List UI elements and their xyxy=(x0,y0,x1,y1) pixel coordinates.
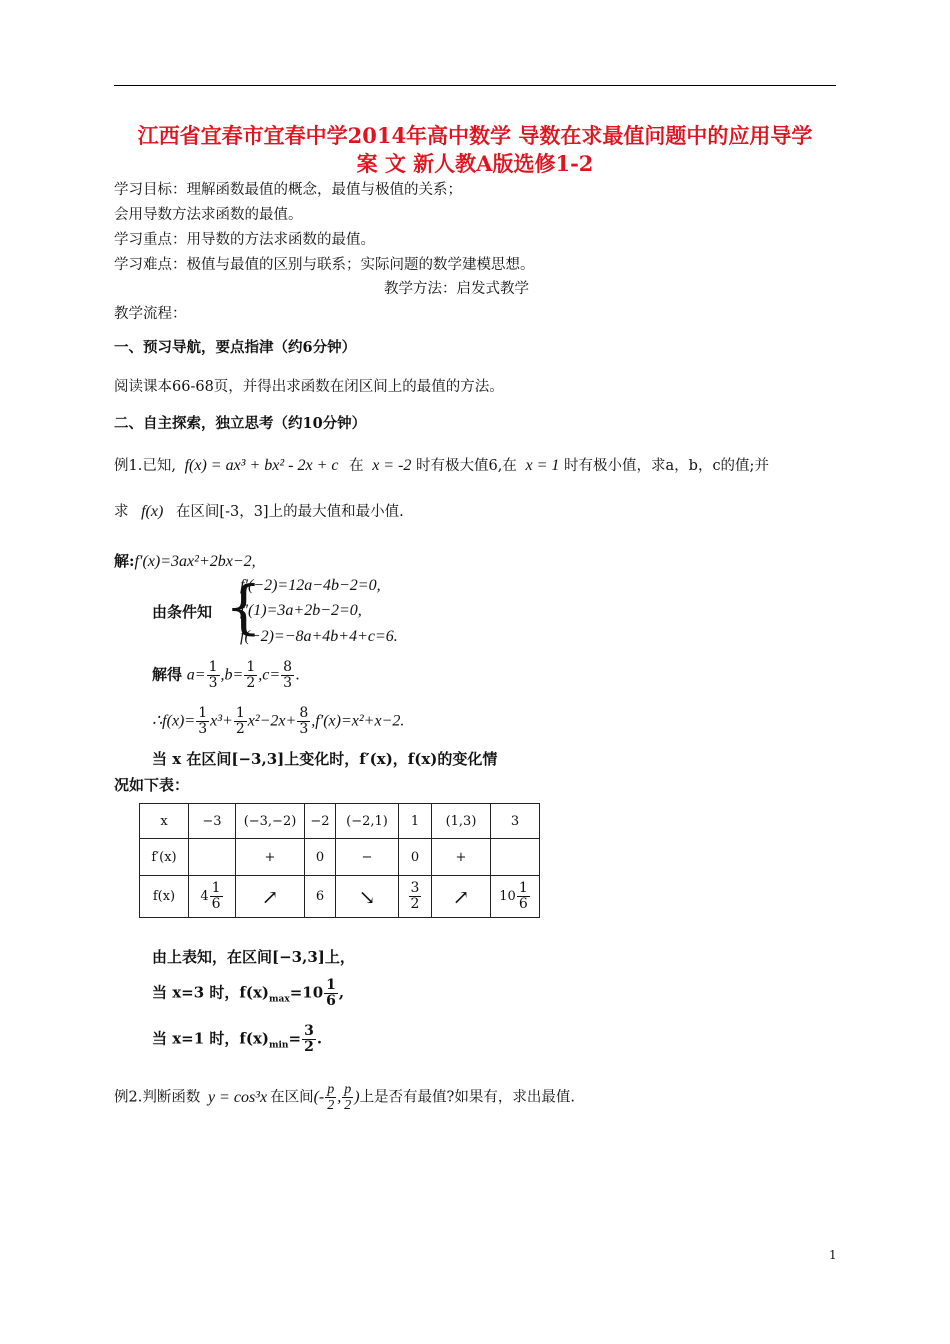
t1-den: 3 xyxy=(198,721,208,737)
section1-heading: 一、预习导航，要点指津（约6分钟） xyxy=(114,339,357,356)
ex2-mid: 在区间 xyxy=(270,1089,314,1106)
ex2-frac2-den: 2 xyxy=(344,1098,352,1113)
t2-den: 2 xyxy=(235,721,245,737)
concl2-frac xyxy=(324,978,338,1009)
variation-table xyxy=(139,803,540,918)
solution-line1 xyxy=(114,550,256,571)
concl3-frac xyxy=(302,1024,316,1055)
cell-int: 4 xyxy=(200,889,209,904)
ex1-mid: 时有极大值6,在 xyxy=(416,458,517,474)
cell-frac-num: 3 xyxy=(410,880,420,896)
table-cell: − xyxy=(336,839,399,876)
ex1-prefix: 例1.已知, xyxy=(114,458,176,474)
table-cell: −3 xyxy=(189,804,236,839)
t3-frac xyxy=(297,706,310,737)
solution-label: 解: xyxy=(114,552,135,570)
table-cell: ↘ xyxy=(336,876,399,918)
therefore-expr: ∴f(x)= xyxy=(152,712,196,730)
document-title xyxy=(100,122,850,178)
header-rule xyxy=(114,85,836,86)
t3-den: 3 xyxy=(299,721,309,737)
table-intro-2: 况如下表： xyxy=(114,776,190,794)
solve-label: 解得 xyxy=(152,665,183,684)
b-frac xyxy=(244,660,257,691)
table-intro-1: 当 x 在区间[−3,3]上变化时，f′(x)，f(x)的变化情 xyxy=(152,750,498,768)
table-cell: 1 xyxy=(399,804,432,839)
title-line-2: 案 文 新人教A版选修1-2 xyxy=(356,151,594,176)
key-points: 学习重点：用导数的方法求函数的最值。 xyxy=(114,232,375,248)
example1-line1 xyxy=(114,456,769,476)
concl2-num: 1 xyxy=(326,977,336,993)
sys-eq-1-text: f′(−2)=12a−4b−2=0, xyxy=(240,577,381,594)
table-cell xyxy=(491,839,540,876)
system-brace: { xyxy=(225,573,262,641)
a-den: 3 xyxy=(208,675,218,691)
ex2-function: y = cos³x xyxy=(207,1088,268,1106)
ex1-suffix: 时有极小值，求a，b，c的值;并 xyxy=(564,458,769,474)
table-cell xyxy=(189,876,236,918)
ex2-open: (- xyxy=(313,1088,325,1106)
cell-int: 10 xyxy=(499,889,516,904)
concl2-sub: max xyxy=(268,994,290,1005)
b-den: 2 xyxy=(246,675,256,691)
ex1-function: f(x) = ax³ + bx² - 2x + c xyxy=(184,457,339,474)
teaching-flow: 教学流程： xyxy=(114,306,187,322)
page-number: 1 xyxy=(829,1248,837,1262)
table-cell xyxy=(399,876,432,918)
table-cell: ↗ xyxy=(236,876,305,918)
c-den: 3 xyxy=(283,675,293,691)
teaching-method: 教学方法：启发式教学 xyxy=(384,281,529,297)
example1-line2 xyxy=(114,502,404,522)
a-frac xyxy=(207,660,220,691)
section1-text: 阅读课本66-68页，并得出求函数在闭区间上的最值的方法。 xyxy=(114,379,504,395)
cell-frac xyxy=(517,881,530,912)
ex1-x1: x = -2 xyxy=(372,457,412,474)
b-eq: ,b= xyxy=(220,666,244,684)
sys-eq-3-text: f(−2)=−8a+4b+4+c=6. xyxy=(240,628,398,645)
table-row xyxy=(140,804,540,839)
concl3-num: 3 xyxy=(304,1023,314,1039)
table-row xyxy=(140,876,540,918)
difficulties: 学习难点：极值与最值的区别与联系；实际问题的数学建模思想。 xyxy=(114,257,535,273)
table-cell: x xyxy=(140,804,189,839)
cell-frac xyxy=(409,881,422,912)
ex2-frac1-den: 2 xyxy=(327,1098,335,1113)
table-cell xyxy=(189,839,236,876)
ex1-line2-prefix: 求 xyxy=(114,504,129,520)
function-line xyxy=(152,706,404,737)
ex1-x2: x = 1 xyxy=(525,457,560,474)
cell-frac-num: 1 xyxy=(518,880,528,896)
ex2-frac-2 xyxy=(342,1082,353,1113)
table-row xyxy=(140,839,540,876)
ex2-comma: , xyxy=(337,1088,342,1106)
system-eq-2 xyxy=(240,601,362,620)
derivative-expr: f′(x)=3ax²+2bx−2, xyxy=(134,553,256,570)
table-cell: f(x) xyxy=(140,876,189,918)
concl3-a: 当 x=1 时，f(x) xyxy=(152,1029,269,1048)
ex2-prefix: 例2.判断函数 xyxy=(114,1089,201,1106)
conclusion-3 xyxy=(152,1024,322,1055)
learning-objectives: 学习目标：理解函数最值的概念，最值与极值的关系； xyxy=(114,182,462,198)
cell-frac-num: 1 xyxy=(211,880,221,896)
c-num: 8 xyxy=(283,659,293,675)
t3-tail: ,f′(x)=x²+x−2. xyxy=(311,712,405,730)
t2-frac xyxy=(234,706,247,737)
t2-tail: x²−2x+ xyxy=(247,712,297,730)
table-cell: 0 xyxy=(399,839,432,876)
table-cell: 0 xyxy=(305,839,336,876)
concl2-a: 当 x=3 时，f(x) xyxy=(152,983,269,1002)
example2 xyxy=(114,1082,575,1113)
t3-num: 8 xyxy=(299,705,309,721)
a-num: 1 xyxy=(208,659,218,675)
cell-frac-den: 6 xyxy=(211,896,221,912)
table-cell: + xyxy=(236,839,305,876)
concl3-c: . xyxy=(316,1029,323,1048)
ex1-at: 在 xyxy=(349,458,364,474)
conclusion-2 xyxy=(152,978,344,1009)
t1-num: 1 xyxy=(198,705,208,721)
section2-heading: 二、自主探索，独立思考（约10分钟） xyxy=(114,415,367,432)
ex2-frac1-num: p xyxy=(327,1082,335,1097)
concl3-b: = xyxy=(288,1029,302,1048)
ex2-close: ) xyxy=(354,1088,360,1106)
concl3-den: 2 xyxy=(304,1039,314,1055)
table-cell: (−3,−2) xyxy=(236,804,305,839)
cell-frac xyxy=(210,881,223,912)
solve-period: . xyxy=(295,665,300,684)
ex2-frac2-num: p xyxy=(344,1082,352,1097)
table-cell: + xyxy=(432,839,491,876)
ex2-frac-1 xyxy=(325,1082,336,1113)
sys-eq-2-text: f′(1)=3a+2b−2=0, xyxy=(240,602,362,619)
table-cell: −2 xyxy=(305,804,336,839)
table-cell: 6 xyxy=(305,876,336,918)
table-cell: 3 xyxy=(491,804,540,839)
ex1-line2-suffix: 在区间[-3，3]上的最大值和最小值. xyxy=(175,504,404,520)
title-line-1: 江西省宜春市宜春中学2014年高中数学 导数在求最值问题中的应用导学 xyxy=(137,123,813,148)
system-eq-3 xyxy=(240,627,398,646)
c-eq: ,c= xyxy=(258,666,281,684)
c-frac xyxy=(281,660,294,691)
table-cell: f′(x) xyxy=(140,839,189,876)
cell-frac-den: 2 xyxy=(410,896,420,912)
solve-line xyxy=(152,660,300,691)
table-cell: ↗ xyxy=(432,876,491,918)
table-cell xyxy=(491,876,540,918)
table-cell: (−2,1) xyxy=(336,804,399,839)
ex2-suffix: 上是否有最值?如果有，求出最值. xyxy=(359,1089,575,1106)
a-eq: a= xyxy=(186,666,206,684)
table-cell: (1,3) xyxy=(432,804,491,839)
conclusion-1: 由上表知，在区间[−3,3]上， xyxy=(152,948,355,966)
concl2-b: =10 xyxy=(289,983,324,1002)
concl2-c: , xyxy=(338,983,345,1002)
cell-frac-den: 6 xyxy=(518,896,528,912)
t1-frac xyxy=(196,706,209,737)
system-label: 由条件知 xyxy=(152,603,213,621)
system-eq-1 xyxy=(240,576,381,595)
concl3-sub: min xyxy=(268,1040,289,1051)
ex1-line2-func: f(x) xyxy=(141,503,164,520)
t2-num: 1 xyxy=(235,705,245,721)
t1-tail: x³+ xyxy=(210,712,233,730)
b-num: 1 xyxy=(246,659,256,675)
concl2-den: 6 xyxy=(326,993,336,1009)
learning-objectives-2: 会用导数方法求函数的最值。 xyxy=(114,207,303,223)
